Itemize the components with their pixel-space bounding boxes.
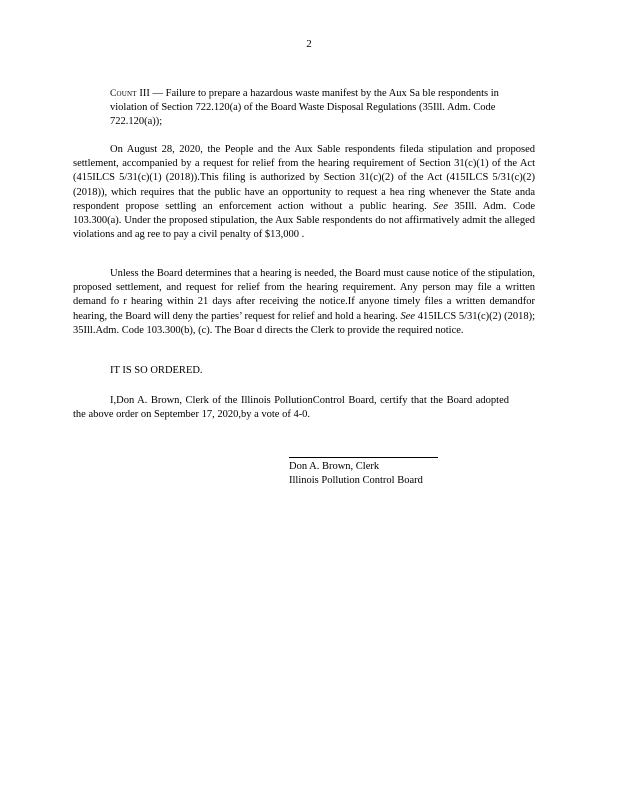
order-statement: IT IS SO ORDERED. [110, 365, 203, 376]
count-item [110, 87, 530, 130]
signature-line [289, 457, 438, 458]
clerk-certification: I,Don A. Brown, Clerk of the Illinois PollutionControl Board, certify that the Board adopted the above order on September 17, 2020,by a vote of 4-0. [73, 395, 509, 421]
count-label: Count [110, 89, 137, 99]
see-citation-signal: See [433, 200, 448, 212]
signature-title: Illinois Pollution Control Board [289, 475, 423, 486]
paragraph-hearing-notice [73, 267, 535, 338]
paragraph-stipulation-text-a: On August 28, 2020, the People and the Aux Sable respondents fileda stipulation and proposed settlement, accompanied by a request for relief from the hearing requirement of Section 31(c)(1) of the Act (415ILCS 5/31(c)(1) (2018)).This filing is authorized by Section 31(c)(2) of the Act (415ILCS 5/31(c)(2) (2018)), which requires that the public have an opportunity to request a hea ring whenever the State anda respondent propose settling an enforcement action without a public hearing. [73, 144, 535, 212]
count-text: III — Failure to prepare a hazardous waste manifest by the Aux Sa ble respondents in violation of Section 722.120(a) of the Board Waste Disposal Regulations (35Ill. Adm. Code 722.120(a)); [110, 88, 499, 128]
signature-name: Don A. Brown, Clerk [289, 461, 380, 472]
paragraph-hearing-text-a: Unless the Board determines that a hearing is needed, the Board must cause notice of the stipulation, proposed settlement, and request for relief from the hearing requirement. Any person may file a written demand fo r hearing within 21 days after receiving the notice.If anyone timely files a written demandfor hearing, the Board will deny the parties’ request for relief and hold a hearing. [73, 268, 535, 322]
paragraph-stipulation [73, 143, 535, 242]
paragraph-hearing-text-b: 415ILCS 5/31(c)(2) (2018); 35Ill.Adm. Code 103.300(b), (c). The Boar d directs the Clerk to provide the required notice. [73, 310, 535, 336]
page-number: 2 [306, 38, 312, 50]
paragraph-stipulation-text-b: 35Ill. Adm. Code 103.300(a). Under the proposed stipulation, the Aux Sable respondents do not affirmatively admit the alleged violations and ag ree to pay a civil penalty of $13,000 . [73, 200, 535, 241]
see-citation-signal: See [400, 310, 416, 322]
